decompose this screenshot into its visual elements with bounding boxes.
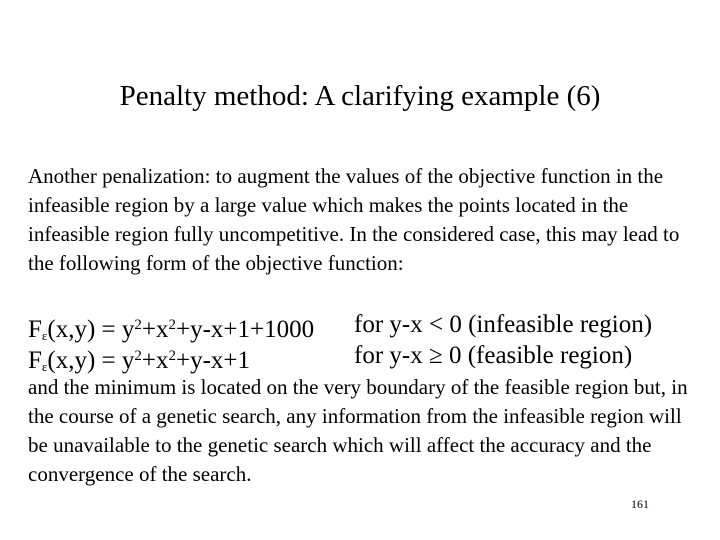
formula-args: (x,y) = y: [47, 316, 135, 343]
formula-subscript: ε: [41, 359, 48, 374]
formula-tail: +y-x+1: [175, 347, 251, 374]
formula-term: +x: [141, 347, 169, 374]
closing-paragraph: and the minimum is located on the very boundary of the feasible region but, in the course of a genetic search, any information from the infeasible region will be unavailable to the genetic search which will affect the accuracy and the convergence of the search.: [28, 375, 688, 486]
formula-condition: for y-x ≥ 0 (feasible region): [354, 342, 633, 369]
intro-paragraph: Another penalization: to augment the values of the objective function in the infeasible region by a large value which makes the points located in the infeasible region fully uncompetitive. In the considered case, this may lead to the following form of the objective function:: [28, 164, 680, 275]
formula-function: F: [28, 347, 42, 374]
formula-subscript: ε: [41, 328, 48, 343]
formula-exponent: 2: [134, 348, 142, 364]
formula-term: +x: [141, 316, 169, 343]
formula-function: F: [28, 316, 42, 343]
formula-condition: for y-x < 0 (infeasible region): [354, 311, 653, 338]
formula-exponent: 2: [168, 317, 176, 333]
formula-exponent: 2: [134, 317, 142, 333]
formula-args: (x,y) = y: [47, 347, 135, 374]
formula-tail: +y-x+1+1000: [175, 316, 315, 343]
page-number: 161: [631, 497, 649, 511]
slide-title: Penalty method: A clarifying example (6): [119, 80, 601, 112]
formula-exponent: 2: [168, 348, 176, 364]
